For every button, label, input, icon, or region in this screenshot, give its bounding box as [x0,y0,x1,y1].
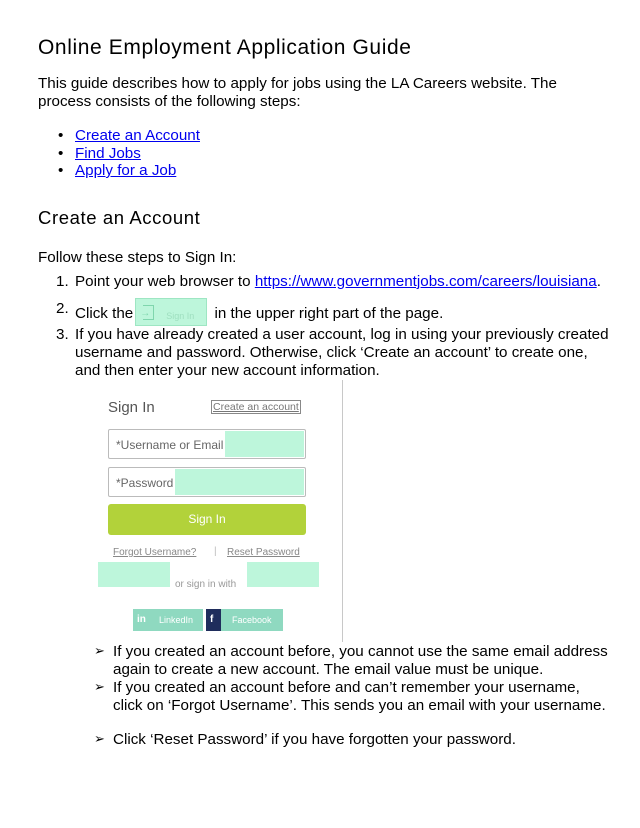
reset-password-link[interactable]: Reset Password [227,547,300,558]
toc-item [58,127,200,145]
note-text: Click ‘Reset Password’ if you have forgotten your password. [113,731,516,748]
linkedin-button[interactable] [133,609,203,631]
step-number: 2. [56,300,69,317]
careers-url-link[interactable]: https://www.governmentjobs.com/careers/louisiana [254,273,597,290]
link-separator: | [214,546,217,557]
sign-in-button-image: → Sign In [135,298,207,326]
sign-in-screenshot [98,380,344,638]
toc-link-apply-job[interactable]: Apply for a Job [75,162,177,179]
create-account-link[interactable]: Create an account [213,401,299,413]
forgot-username-link[interactable]: Forgot Username? [113,547,197,558]
step-text: Point your web browser to [75,273,255,290]
password-placeholder: *Password [116,476,174,490]
toc-link-create-account[interactable]: Create an Account [75,127,200,144]
redaction-highlight [98,562,170,587]
linkedin-label: LinkedIn [159,615,194,625]
table-of-contents [58,127,200,180]
arrow-bullet-icon: ➢ [94,643,105,658]
sign-in-chip-label: Sign In [166,311,195,321]
intro-paragraph: This guide describes how to apply for jobs using the LA Careers website. The process consists of the following steps: [38,75,557,110]
sign-in-title: Sign In [108,399,155,416]
username-placeholder: *Username or Email [116,438,224,452]
or-sign-in-with-label: or sign in with [175,579,237,590]
note-text: If you created an account before and can’t remember your username, click on ‘Forgot Username’. This sends you an email with your username. [113,679,606,714]
toc-item [58,162,200,180]
username-field[interactable] [108,429,306,459]
divider [342,380,343,642]
redaction-highlight [175,469,304,495]
facebook-icon: f [206,609,221,631]
redaction-highlight [225,431,304,457]
page-title: Online Employment Application Guide [38,36,412,59]
step-number: 1. [56,273,69,290]
password-field[interactable] [108,467,306,497]
facebook-label: Facebook [232,615,272,625]
redaction-highlight [247,562,319,587]
step-number: 3. [56,326,69,343]
step-text: . [596,273,601,290]
facebook-button[interactable] [206,609,283,631]
linkedin-icon: in [137,614,146,625]
sign-in-button[interactable]: Sign In [108,504,306,535]
note-text: If you created an account before, you cannot use the same email address again to create a new account. The email value must be unique. [113,643,608,678]
toc-item [58,145,200,163]
step-text: If you have already created a user account, log in using your previously created username and password. Otherwise, click ‘Create an account’ to create one, and then enter your new account information. [75,326,609,379]
arrow-bullet-icon: ➢ [94,679,105,694]
section-lead: Follow these steps to Sign In: [38,249,237,266]
step-text: in the upper right part of the page. [210,305,444,323]
step-text: Click the [75,305,134,323]
arrow-bullet-icon: ➢ [94,731,105,746]
toc-link-find-jobs[interactable]: Find Jobs [75,144,141,162]
section-heading: Create an Account [38,207,201,228]
